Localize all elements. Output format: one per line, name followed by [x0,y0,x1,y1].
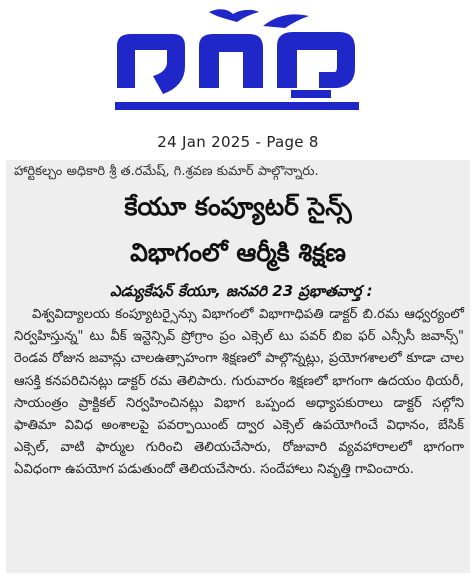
logo-glyph-ra [199,34,263,88]
article-dateline: ఎడ్యుకేషన్ కేయూ, జనవరి 23 ప్రభాతవార్త : [110,282,373,300]
logo-underline [115,102,359,110]
headline-line-1: కేయూ కంప్యూటర్ సైన్స్ [124,192,352,221]
logo-glyph-va [117,34,185,94]
logo-graphic [113,6,361,118]
article-body: విశ్వవిద్యాలయ కంప్యూటర్సైన్సు విభాగంలో విభాగాధిపతి డాక్టర్ బి.రమ ఆధ్వర్యంలో నిర్వహిస్తున్న" టు వీక్ ఇన్టెన్సివ్ ప్రోగ్రాం ప్రం ఎక్సెల్ టు పవర్ బిఐ ఫర్ ఎన్సీసీ జవాన్స్" రెండవ రోజున జవాన్లు చాలఉత్సాహంగా శిక్షణలో పాల్గొన్నట్లు, ప్రయోగశాలలో కూడా చాల ఆసక్తి కనపరిచినట్లు డాక్టర్ రమ తెలిపారు. గురువారం శిక్షణలో భాగంగా ఉదయం థియరీ, సాయంత్రం ప్రాక్టికల్ నిర్వహించినట్లు విభాగ ఒప్పంద అధ్యాపకురాలు డాక్టర్ సల్గోని ఫాతిమా వివిధ అంశాలపై పవర్పాయింట్ ద్వార ఎక్సెల్ ఉపయోగించే విధానం, బేసిక్ ఎక్సెల్, వాటి ఫార్ముల గురించి తెలియచేసారు, రోజువారి వ్యవహారాలలో భాగంగా ఏవిధంగా ఉపయోగ పడుతుందో తెలియచేసారు. సందేహాలు నివృత్తి గావించారు. [14,307,464,478]
newspaper-logo [113,6,361,118]
dove-icon [209,9,259,22]
page-date-label: 24 Jan 2025 - Page 8 [157,133,319,151]
news-clipping [6,160,470,573]
headline-line-2: విభాగంలో ఆర్మీకి శిక్షణ [130,238,346,267]
previous-article-tail: హార్టికల్చం అధికారి శ్రీ త.రమేష్, గి.శ్రవణ కుమార్ పాల్గొన్నారు. [14,164,319,179]
masthead [0,0,476,130]
logo-subscript-bar [291,90,331,98]
logo-glyph-tha [277,32,355,88]
logo-vowel-mark [263,14,309,28]
